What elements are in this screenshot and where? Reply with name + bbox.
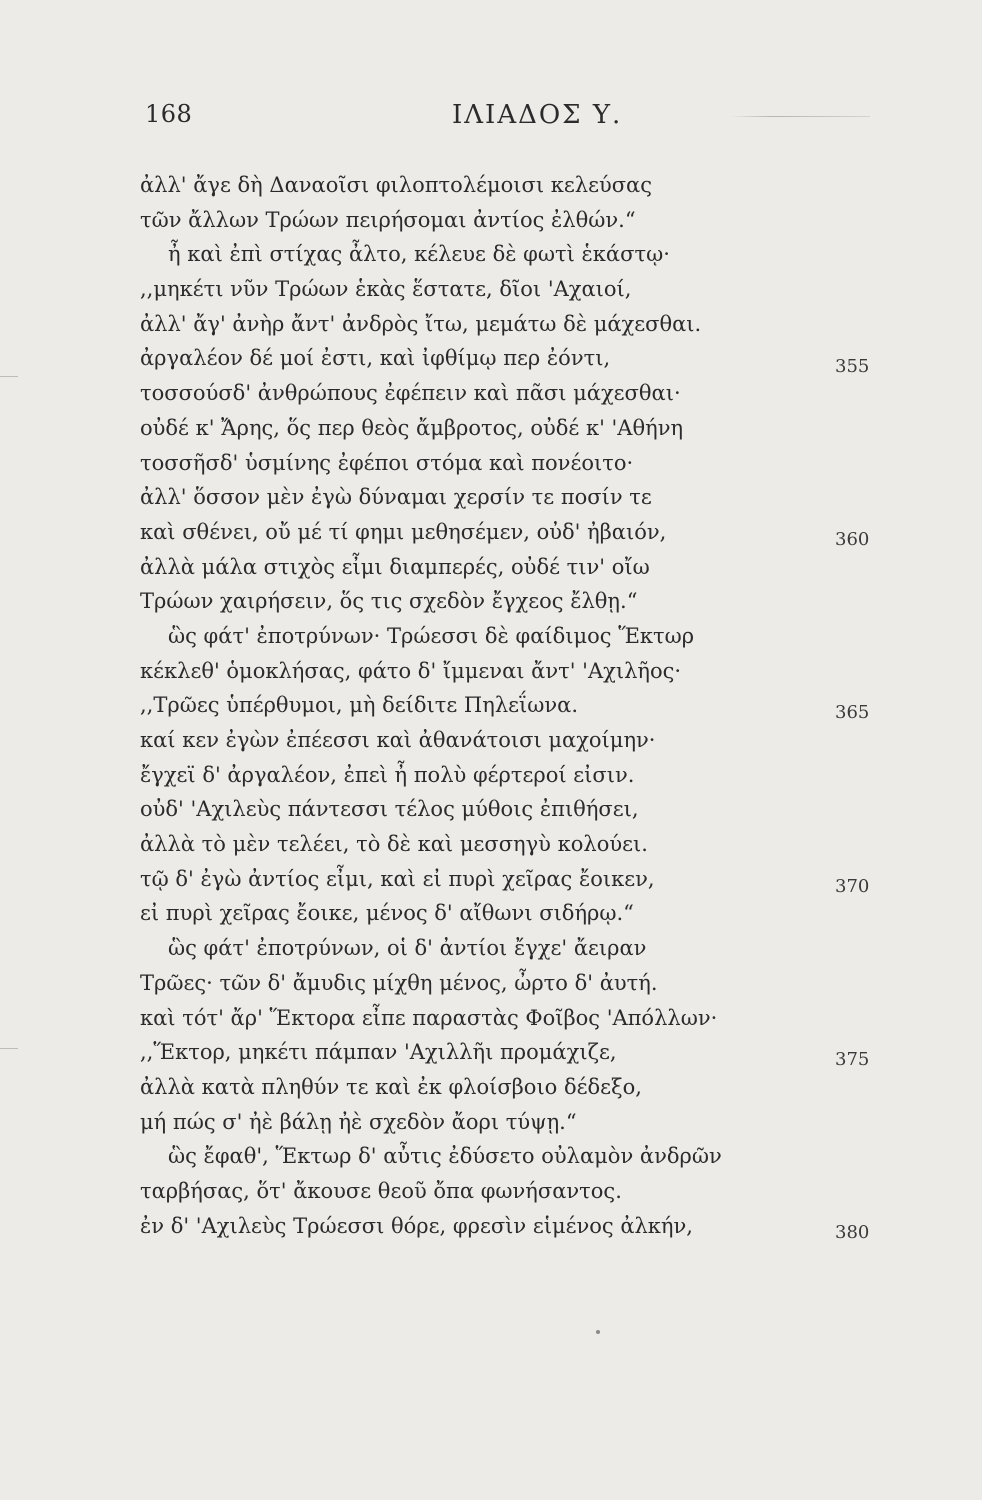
verse-line	[140, 1001, 722, 1036]
verse-line-text: ταρβήσας, ὅτ' ἄκουσε θεοῦ ὄπα φωνήσαντος.	[140, 1178, 622, 1203]
verse-line	[140, 307, 722, 342]
verse-line-text: καὶ τότ' ἄρ' Ἕκτορα εἶπε παραστὰς Φοῖβος 'Απόλλων·	[140, 1005, 718, 1030]
verse-line	[140, 758, 722, 793]
verse-line	[140, 272, 722, 307]
verse-line	[140, 1035, 722, 1070]
verse-line	[140, 446, 722, 481]
verse-line	[140, 1174, 722, 1209]
line-number: 365	[835, 702, 870, 723]
verse-line	[140, 411, 722, 446]
verse-line-text: ἔγχεϊ δ' ἀργαλέον, ἐπεὶ ἦ πολὺ φέρτεροί εἰσιν.	[140, 762, 635, 787]
verse-line	[140, 966, 722, 1001]
verse-line-text: ὣς φάτ' ἐποτρύνων· Τρώεσσι δὲ φαίδιμος Ἕκτωρ	[168, 623, 695, 648]
line-number: 380	[835, 1222, 870, 1243]
running-title: ΙΛΙΑΔΟΣ Υ.	[452, 100, 623, 130]
verse-line-text: τῶν ἄλλων Τρώων πειρήσομαι ἀντίος ἐλθών.“	[140, 207, 636, 232]
print-speck	[596, 1330, 600, 1334]
verse-line-text: ἀλλ' ὅσσον μὲν ἐγὼ δύναμαι χερσίν τε ποσίν τε	[140, 485, 652, 510]
verse-line-text: Τρῶες· τῶν δ' ἄμυδις μίχθη μένος, ὦρτο δ' ἀυτή.	[140, 970, 658, 995]
verse-line-text: ἐν δ' 'Αχιλεὺς Τρώεσσι θόρε, φρεσὶν εἱμένος ἀλκήν,	[140, 1213, 693, 1238]
verse-line-text: ,,Ἕκτορ, μηκέτι πάμπαν 'Αχιλλῆι προμάχιζε,	[140, 1040, 617, 1065]
verse-line-text: ,,Τρῶες ὑπέρθυμοι, μὴ δείδιτε Πηλεΐωνα.	[140, 693, 578, 718]
verse-line	[140, 688, 722, 723]
verse-line	[140, 654, 722, 689]
line-number: 375	[835, 1049, 870, 1070]
margin-mark	[0, 1048, 18, 1049]
verse-line-text: τοσσῆσδ' ὑσμίνης ἐφέποι στόμα καὶ πονέοιτο·	[140, 450, 634, 475]
verse-line	[140, 723, 722, 758]
verse-line-text: ὣς ἔφαθ', Ἕκτωρ δ' αὖτις ἐδύσετο οὐλαμὸν ἀνδρῶν	[168, 1144, 722, 1169]
verse-line	[140, 827, 722, 862]
verse-line	[140, 896, 722, 931]
verse-line	[140, 203, 722, 238]
verse-line	[140, 168, 722, 203]
verse-line-text: κέκλεθ' ὁμοκλήσας, φάτο δ' ἴμμεναι ἄντ' 'Αχιλῆος·	[140, 658, 682, 683]
verse-line	[140, 1070, 722, 1105]
page-number: 168	[145, 100, 193, 128]
verse-line-text: οὐδ' 'Αχιλεὺς πάντεσσι τέλος μύθοις ἐπιθήσει,	[140, 797, 639, 822]
verse-line-text: ,,μηκέτι νῦν Τρώων ἑκὰς ἕστατε, δῖοι 'Αχαιοί,	[140, 277, 632, 302]
header-rule	[730, 116, 870, 117]
line-number: 370	[835, 876, 870, 897]
margin-mark	[0, 376, 18, 377]
verse-line	[140, 341, 722, 376]
verse-line	[140, 550, 722, 585]
verse-line-text: καὶ σθένει, οὔ μέ τί φημι μεθησέμεν, οὐδ' ἠβαιόν,	[140, 519, 667, 544]
verse-line	[140, 931, 722, 966]
verse-line-text: τοσσούσδ' ἀνθρώπους ἐφέπειν καὶ πᾶσι μάχεσθαι·	[140, 381, 681, 406]
verse-line-text: ἀλλὰ τὸ μὲν τελέει, τὸ δὲ καὶ μεσσηγὺ κολούει.	[140, 832, 648, 857]
verse-text	[140, 168, 722, 1243]
line-number: 355	[835, 356, 870, 377]
verse-line-text: οὐδέ κ' Ἄρης, ὅς περ θεὸς ἄμβροτος, οὐδέ κ' 'Αθήνη	[140, 415, 684, 440]
verse-line	[140, 237, 722, 272]
verse-line	[140, 1209, 722, 1244]
verse-line	[140, 480, 722, 515]
verse-line-text: ἀλλὰ κατὰ πληθύν τε καὶ ἐκ φλοίσβοιο δέδεξο,	[140, 1074, 642, 1099]
verse-line	[140, 862, 722, 897]
verse-line	[140, 1139, 722, 1174]
verse-line	[140, 792, 722, 827]
verse-line-text: καί κεν ἐγὼν ἐπέεσσι καὶ ἀθανάτοισι μαχοίμην·	[140, 728, 656, 752]
verse-line-text: εἰ πυρὶ χεῖρας ἔοικε, μένος δ' αἴθωνι σιδήρῳ.“	[140, 901, 634, 926]
line-number: 360	[835, 529, 870, 550]
verse-line	[140, 619, 722, 654]
verse-line-text: ἀλλ' ἄγε δὴ Δαναοῖσι φιλοπτολέμοισι κελεύσας	[140, 173, 652, 197]
verse-line-text: ἀργαλέον δέ μοί ἐστι, καὶ ἰφθίμῳ περ ἐόντι,	[140, 346, 611, 371]
verse-line-text: ἀλλὰ μάλα στιχὸς εἶμι διαμπερές, οὐδέ τιν' οἴω	[140, 554, 650, 579]
verse-line-text: ἀλλ' ἄγ' ἀνὴρ ἄντ' ἀνδρὸς ἴτω, μεμάτω δὲ μάχεσθαι.	[140, 311, 702, 336]
verse-line	[140, 376, 722, 411]
verse-line-text: τῷ δ' ἐγὼ ἀντίος εἶμι, καὶ εἰ πυρὶ χεῖρας ἔοικεν,	[140, 866, 655, 891]
verse-line-text: ἦ καὶ ἐπὶ στίχας ἆλτο, κέλευε δὲ φωτὶ ἑκάστῳ·	[168, 242, 670, 267]
verse-line	[140, 584, 722, 619]
verse-line	[140, 1105, 722, 1140]
verse-line	[140, 515, 722, 550]
verse-line-text: Τρώων χαιρήσειν, ὅς τις σχεδὸν ἔγχεος ἔλθῃ.“	[140, 589, 638, 614]
verse-line-text: μή πώς σ' ἠὲ βάλῃ ἠὲ σχεδὸν ἄορι τύψῃ.“	[140, 1109, 577, 1134]
verse-line-text: ὣς φάτ' ἐποτρύνων, οἱ δ' ἀντίοι ἔγχε' ἄειραν	[168, 936, 647, 961]
